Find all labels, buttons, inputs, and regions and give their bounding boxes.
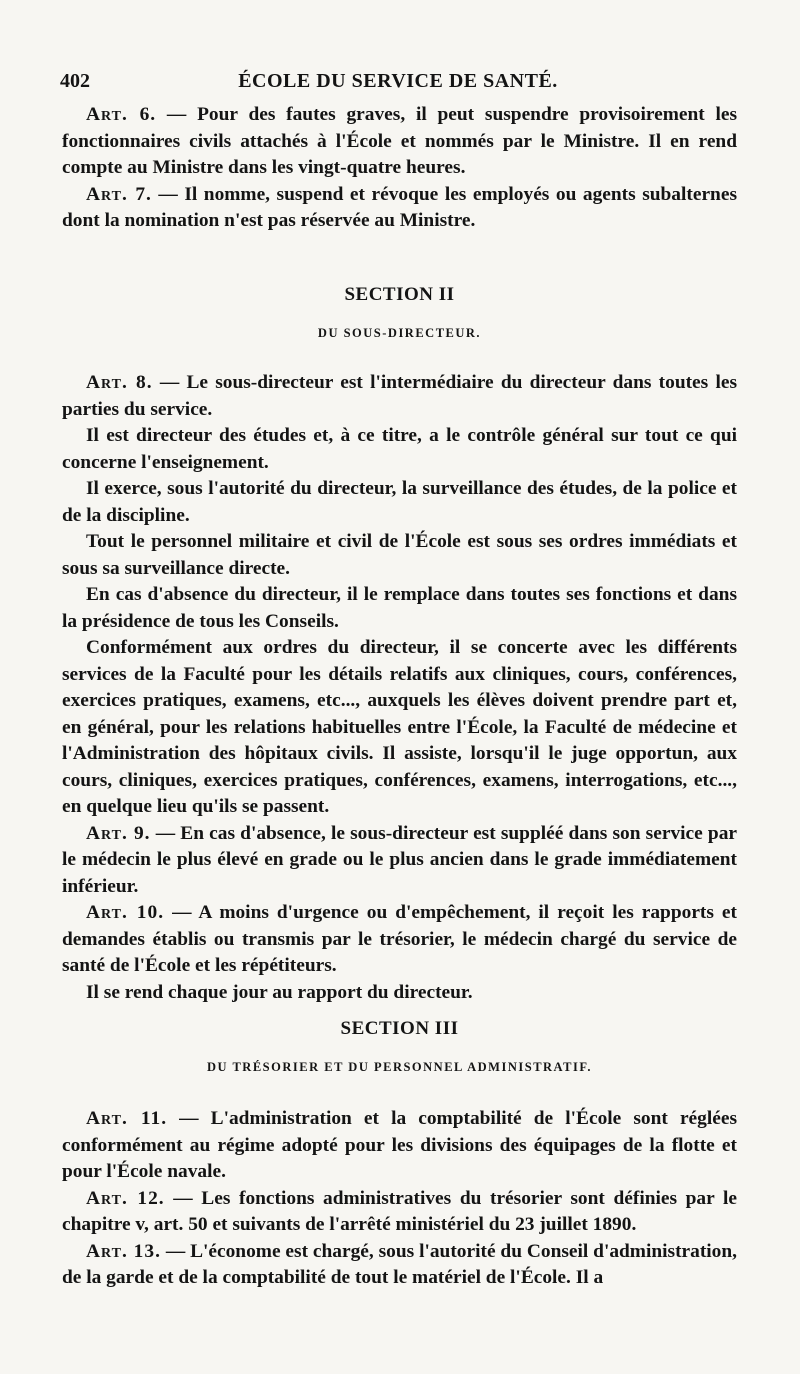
paragraph: Conformément aux ordres du directeur, il se concerte avec les différents services de la Faculté pour les détails relatifs aux cliniques, cours, conférences, exercices pratiques, examens, etc..., auxquels les élèves doivent prendre part et, en général, pour les relations habituelles entre l'École, la Faculté de médecine et l'Administration des hôpitaux civils. Il assiste, lorsqu'il le juge opportun, aux cours, cliniques, exercices pratiques, conférences, examens, interrogations, etc..., en quelque lieu qu'ils se passent.	[62, 637, 737, 817]
section-subtitle: DU SOUS-DIRECTEUR.	[317, 326, 482, 340]
text-block-1	[62, 102, 737, 235]
paragraph: Il exerce, sous l'autorité du directeur, la surveillance des études, de la police et de la discipline.	[62, 478, 737, 526]
article-label: Art. 13.	[86, 1240, 161, 1262]
running-title: ÉCOLE DU SERVICE DE SANTÉ.	[238, 70, 558, 92]
article-label: Art. 9.	[86, 822, 151, 844]
paragraph: Il se rend chaque jour au rapport du directeur.	[86, 981, 473, 1003]
paragraph: En cas d'absence du directeur, il le remplace dans toutes ses fonctions et dans la présidence de tous les Conseils.	[62, 584, 737, 632]
article-9: Art. 9. — En cas d'absence, le sous-directeur est suppléé dans son service par le médecin le plus élevé en grade ou le plus ancien dans le grade immédiatement inférieur.	[62, 822, 737, 897]
section-title: SECTION III	[340, 1018, 459, 1039]
paragraph: Il est directeur des études et, à ce titre, a le contrôle général sur tout ce qui concerne l'enseignement.	[62, 425, 737, 473]
article-10: Art. 10. — A moins d'urgence ou d'empêchement, il reçoit les rapports et demandes établis ou transmis par le trésorier, le médecin chargé du service de santé de l'École et les répétiteurs.	[62, 902, 737, 976]
section-3-heading	[62, 1018, 737, 1075]
paragraph: Tout le personnel militaire et civil de l'École est sous ses ordres immédiats et sous sa surveillance directe.	[62, 531, 737, 579]
article-6: Art. 6. — Pour des fautes graves, il peut suspendre provisoirement les fonctionnaires civils attachés à l'École et nommés par le Ministre. Il en rend compte au Ministre dans les vingt-quatre heures.	[62, 104, 738, 178]
article-12: Art. 12. — Les fonctions administratives du trésorier sont définies par le chapitre v, art. 50 et suivants de l'arrêté ministériel du 23 juillet 1890.	[62, 1187, 737, 1235]
article-11: Art. 11. — L'administration et la comptabilité de l'École sont réglées conformément au régime adopté pour les divisions des équipages de la flotte et pour l'École navale.	[62, 1108, 737, 1182]
section-subtitle: DU TRÉSORIER ET DU PERSONNEL ADMINISTRATIF.	[207, 1060, 592, 1074]
article-13: Art. 13. — L'économe est chargé, sous l'autorité du Conseil d'administration, de la garde et de la comptabilité de tout le matériel de l'École. Il a	[62, 1240, 737, 1288]
page-number: 402	[60, 70, 90, 92]
article-7: Art. 7. — Il nomme, suspend et révoque les employés ou agents subalternes dont la nomination n'est pas réservée au Ministre.	[62, 183, 737, 231]
section-2-heading	[62, 284, 737, 341]
article-label: Art. 10.	[86, 902, 165, 923]
article-8: Art. 8. — Le sous-directeur est l'intermédiaire du directeur dans toutes les parties du service.	[62, 372, 737, 420]
article-label: Art. 7.	[86, 183, 152, 205]
text-block-2	[62, 370, 737, 1006]
section-title: SECTION II	[344, 284, 455, 305]
article-label: Art. 6.	[86, 104, 157, 125]
article-label: Art. 12.	[86, 1187, 165, 1209]
page-header	[48, 70, 748, 100]
article-label: Art. 11.	[86, 1108, 168, 1129]
article-label: Art. 8.	[86, 372, 153, 393]
text-block-3	[62, 1106, 737, 1292]
